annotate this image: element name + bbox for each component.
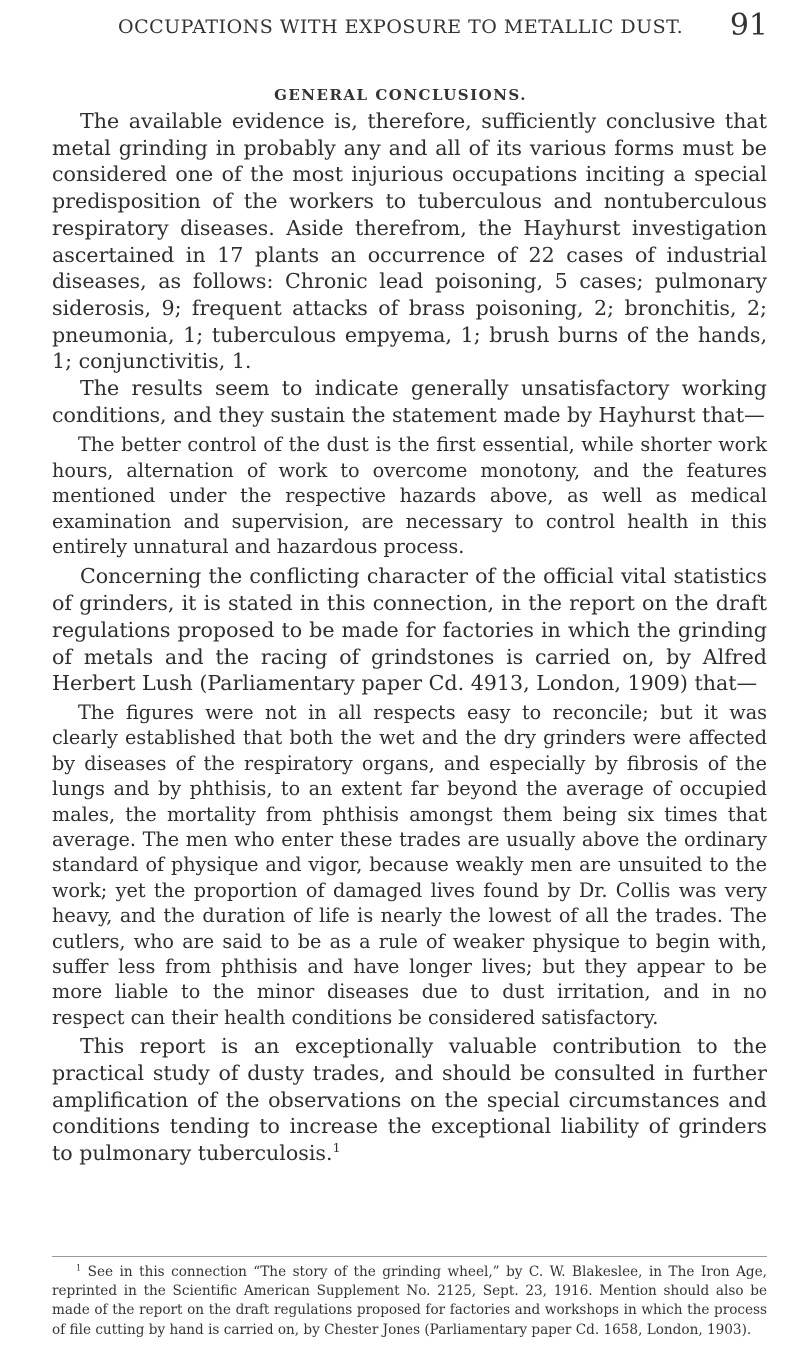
paragraph-general-conclusions: The available evidence is, therefore, sufficiently conclusive that metal grinding in probably any and all of its various forms must be considered one of the most injurious occupations inciting a special predisposition of the workers to tuberculous and nontuberculous respiratory diseases. Aside therefrom, the Hayhurst investigation ascertained in 17 plants an occurrence of 22 cases of industrial diseases, as follows: Chronic lead poisoning, 5 cases; pulmonary siderosis, 9; frequent attacks of brass poisoning, 2; bronchitis, 2; pneumonia, 1; tuberculous empyema, 1; brush burns of the hands, 1; conjunctivitis, 1. <box>52 109 767 374</box>
running-head <box>86 4 768 54</box>
quote-lush-report: The figures were not in all respects easy to reconcile; but it was clearly established that both the wet and the dry grinders were affected by diseases of the respiratory organs, and especially by fibrosis of the lungs and by phthisis, to an extent far beyond the average of occupied males, the mortality from phthisis amongst them being six times that average. The men who enter these trades are usually above the ordinary standard of physique and vigor, because weakly men are unsuited to the work; yet the proportion of damaged lives found by Dr. Collis was very heavy, and the duration of life is nearly the lowest of all the trades. The cutlers, who are said to be as a rule of weaker physique to begin with, suffer less from phthisis and have longer lives; but they appear to be more liable to the minor diseases due to dust irritation, and in no respect can their health conditions be considered satisfactory. <box>52 700 767 1029</box>
footnote-reference: 1 <box>332 1141 341 1156</box>
quote-hayhurst: The better control of the dust is the first essential, while shorter work hours, alternation of work to overcome monotony, and the features mentioned under the respective hazards above, as well as medical examination and supervision, are necessary to control health in this entirely unnatural and hazardous process. <box>52 433 767 559</box>
running-head-title: OCCUPATIONS WITH EXPOSURE TO METALLIC DUST. <box>118 16 684 38</box>
body-text <box>52 108 767 1167</box>
footnote-rule <box>52 1256 767 1257</box>
paragraph-report-value <box>52 1033 767 1167</box>
footnote <box>52 1263 767 1340</box>
paragraph-report-value-text: This report is an exceptionally valuable contribution to the practical study of dusty trades, and should be consulted in further amplification of the observations on the special circumstances and conditions tending to increase the exceptional liability of grinders to pulmonary tuberculosis. <box>52 1034 767 1166</box>
section-heading: GENERAL CONCLUSIONS. <box>274 86 527 104</box>
footnote-text: See in this connection “The story of the grinding wheel,” by C. W. Blakeslee, in The Iron Age, reprinted in the Scientific American Supplement No. 2125, Sept. 23, 1916. Mention should also be made of the report on the draft regulations proposed for factories and workshops in which the process of file cutting by hand is carried on, by Chester Jones (Parliamentary paper Cd. 1658, London, 1903). <box>52 1264 767 1338</box>
page-number: 91 <box>729 8 768 43</box>
paragraph-vital-statistics: Concerning the conflicting character of the official vital statistics of grinders, it is stated in this connection, in the report on the draft regulations proposed to be made for factories in which the grinding of metals and the racing of grindstones is carried on, by Alfred Herbert Lush (Parliamentary paper Cd. 4913, London, 1909) that— <box>52 564 767 696</box>
paragraph-results: The results seem to indicate generally unsatisfactory working conditions, and they sustain the statement made by Hayhurst that— <box>52 376 767 427</box>
footnote-marker: 1 <box>76 1262 82 1273</box>
